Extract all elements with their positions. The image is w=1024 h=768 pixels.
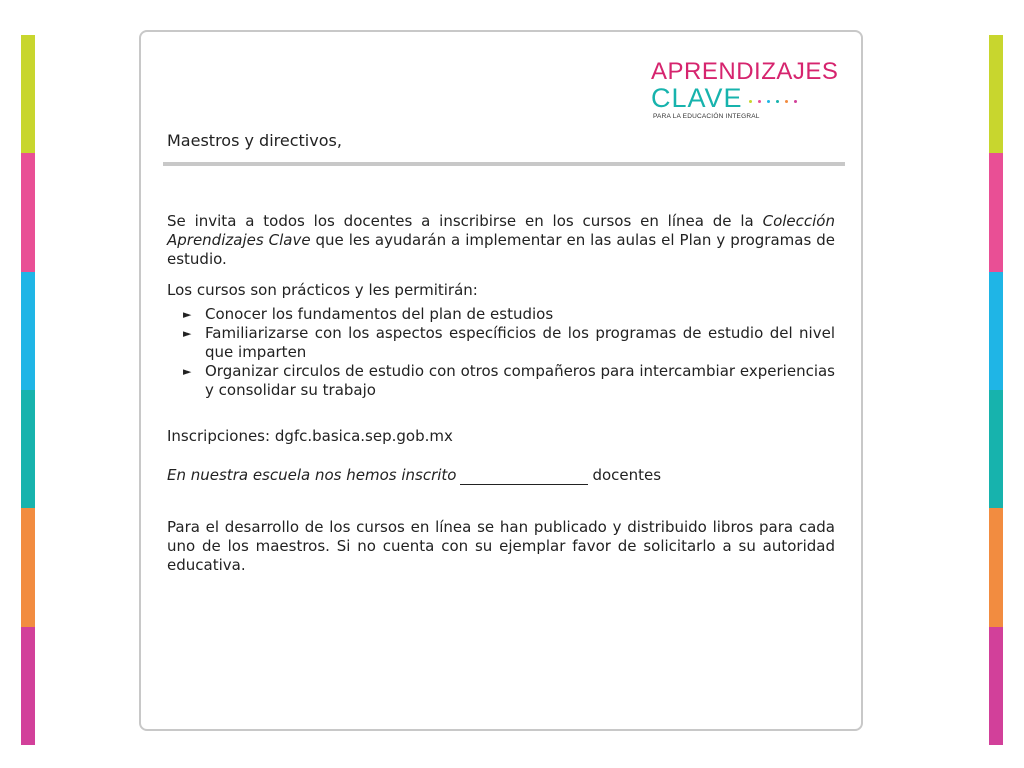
strip-segment-blue bbox=[989, 272, 1003, 390]
strip-segment-pink bbox=[989, 153, 1003, 271]
invitation-paragraph bbox=[167, 212, 835, 269]
enrollment-suffix: docentes bbox=[592, 466, 662, 484]
logo-dot bbox=[749, 100, 752, 103]
strip-segment-teal bbox=[989, 390, 1003, 508]
logo-dots bbox=[749, 100, 797, 103]
logo-dot bbox=[794, 100, 797, 103]
logo-dot bbox=[758, 100, 761, 103]
logo-dot bbox=[776, 100, 779, 103]
strip-segment-pink bbox=[21, 153, 35, 271]
notice-body bbox=[167, 212, 835, 575]
invitation-text-a: Se invita a todos los docentes a inscribirse en los cursos en línea de la bbox=[167, 212, 763, 230]
enrollment-label: En nuestra escuela nos hemos inscrito bbox=[167, 466, 457, 484]
logo-dot bbox=[767, 100, 770, 103]
list-item bbox=[183, 305, 835, 324]
list-item bbox=[183, 362, 835, 400]
notice-card bbox=[139, 30, 863, 731]
strip-segment-orange bbox=[21, 508, 35, 626]
logo-line-clave: CLAVE bbox=[651, 83, 743, 113]
collection-name: Colección Aprendizajes Clave bbox=[167, 212, 835, 249]
registration-info: Inscripciones: dgfc.basica.sep.gob.mx bbox=[167, 427, 453, 445]
strip-segment-magenta bbox=[989, 627, 1003, 745]
closing-paragraph: Para el desarrollo de los cursos en línea se han publicado y distribuido libros para cada uno de los maestros. Si no cuenta con su ejemplar favor de solicitarlo a su autoridad educativa. bbox=[167, 518, 835, 574]
bullet-arrow-icon: ► bbox=[183, 308, 192, 321]
courses-intro: Los cursos son prácticos y les permitirán: bbox=[167, 281, 478, 299]
header-divider bbox=[163, 162, 845, 166]
strip-segment-blue bbox=[21, 272, 35, 390]
strip-segment-lime bbox=[989, 35, 1003, 153]
logo-dot bbox=[785, 100, 788, 103]
aprendizajes-clave-logo bbox=[651, 58, 839, 120]
strip-segment-orange bbox=[989, 508, 1003, 626]
greeting: Maestros y directivos, bbox=[167, 131, 342, 150]
list-item bbox=[183, 324, 835, 362]
bullet-arrow-icon: ► bbox=[183, 365, 192, 378]
enrollment-count-blank[interactable] bbox=[460, 469, 588, 485]
logo-line-aprendizajes: APRENDIZAJES bbox=[651, 58, 839, 85]
list-item-text: Organizar circulos de estudio con otros compañeros para intercambiar experiencias y consolidar su trabajo bbox=[205, 362, 835, 399]
logo-subtitle: PARA LA EDUCACIÓN INTEGRAL bbox=[653, 113, 760, 120]
invitation-text-b: que les ayudarán a implementar en las aulas el Plan y programas de estudio. bbox=[167, 231, 835, 268]
strip-segment-lime bbox=[21, 35, 35, 153]
right-color-strip bbox=[989, 35, 1003, 745]
strip-segment-magenta bbox=[21, 627, 35, 745]
list-item-text: Familiarizarse con los aspectos específicios de los programas de estudio del nivel que imparten bbox=[205, 324, 835, 361]
benefits-list bbox=[167, 305, 835, 400]
strip-segment-teal bbox=[21, 390, 35, 508]
left-color-strip bbox=[21, 35, 35, 745]
logo-line-clave-row bbox=[651, 85, 831, 111]
bullet-arrow-icon: ► bbox=[183, 327, 192, 340]
list-item-text: Conocer los fundamentos del plan de estudios bbox=[205, 305, 554, 323]
enrollment-line bbox=[167, 466, 835, 485]
